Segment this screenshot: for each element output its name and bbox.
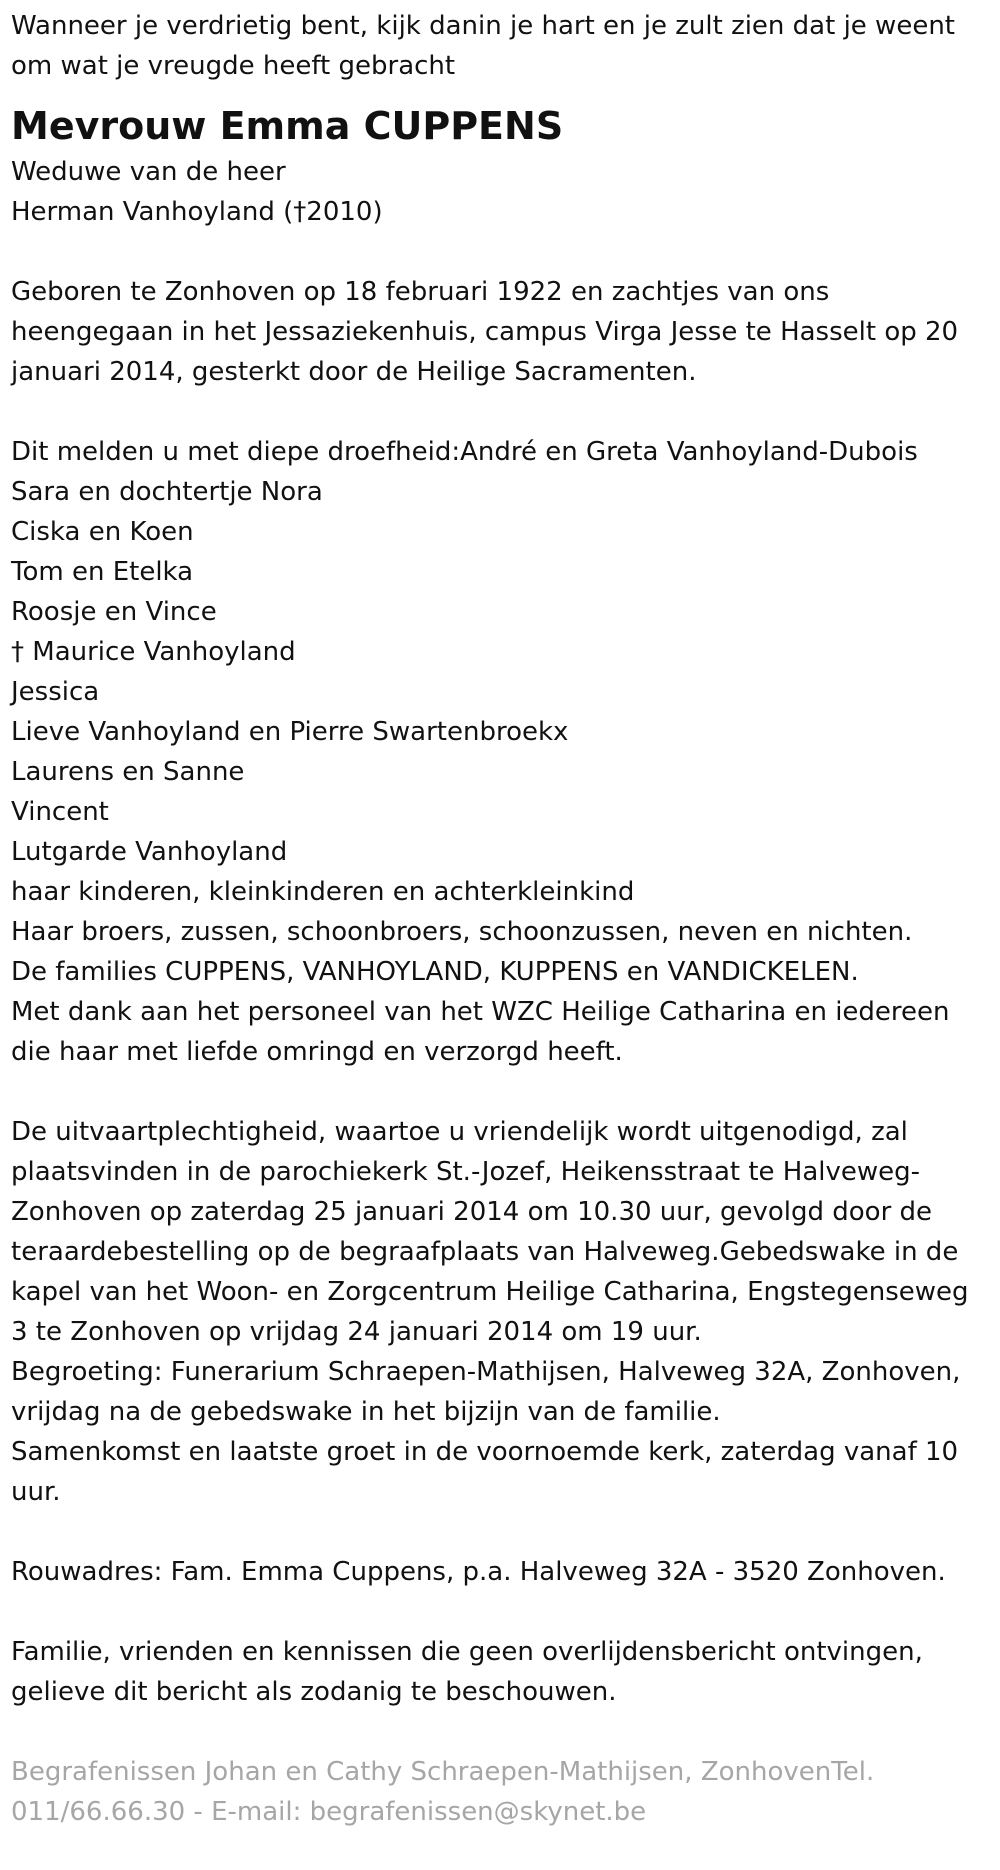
- family-line: haar kinderen, kleinkinderen en achterkleinkind: [11, 877, 635, 907]
- address-line: Rouwadres: Fam. Emma Cuppens, p.a. Halveweg 32A - 3520 Zonhoven.: [11, 1557, 946, 1587]
- family-line: Haar broers, zussen, schoonbroers, schoonzussen, neven en nichten.: [11, 917, 913, 947]
- notice-section: [11, 1632, 990, 1712]
- deceased-name: Mevrouw Emma CUPPENS: [11, 104, 564, 148]
- notice-line: Familie, vrienden en kennissen die geen overlijdensbericht ontvingen,: [11, 1637, 923, 1667]
- ceremony-line: uur.: [11, 1477, 61, 1507]
- footer-line: Begrafenissen Johan en Cathy Schraepen-Mathijsen, ZonhovenTel.: [11, 1757, 875, 1787]
- footer-line: 011/66.66.30 - E-mail: begrafenissen@skynet.be: [11, 1797, 647, 1827]
- ceremony-line: Begroeting: Funerarium Schraepen-Mathijsen, Halveweg 32A, Zonhoven,: [11, 1357, 961, 1387]
- family-line: Dit melden u met diepe droefheid:André en Greta Vanhoyland-Dubois: [11, 437, 918, 467]
- quote-line: om wat je vreugde heeft gebracht: [11, 51, 456, 81]
- ceremony-section: [11, 1112, 990, 1512]
- ceremony-line: Zonhoven op zaterdag 25 januari 2014 om 10.30 uur, gevolgd door de: [11, 1197, 933, 1227]
- birth-death-line: januari 2014, gesterkt door de Heilige Sacramenten.: [11, 357, 697, 387]
- family-line: Met dank aan het personeel van het WZC Heilige Catharina en iedereen: [11, 997, 950, 1027]
- spouse-line: Weduwe van de heer: [11, 157, 286, 187]
- notice-line: gelieve dit bericht als zodanig te beschouwen.: [11, 1677, 617, 1707]
- birth-death-line: Geboren te Zonhoven op 18 februari 1922 en zachtjes van ons: [11, 277, 830, 307]
- ceremony-line: plaatsvinden in de parochiekerk St.-Jozef, Heikensstraat te Halveweg-: [11, 1157, 921, 1187]
- family-line: Laurens en Sanne: [11, 757, 245, 787]
- ceremony-line: 3 te Zonhoven op vrijdag 24 januari 2014 om 19 uur.: [11, 1317, 702, 1347]
- family-line: Tom en Etelka: [11, 557, 194, 587]
- mourning-address: [11, 1552, 990, 1592]
- spacer: [11, 232, 990, 272]
- family-line: Roosje en Vince: [11, 597, 217, 627]
- ceremony-line: kapel van het Woon- en Zorgcentrum Heilige Catharina, Engstegenseweg: [11, 1277, 969, 1307]
- spacer: [11, 1072, 990, 1112]
- family-line: die haar met liefde omringd en verzorgd heeft.: [11, 1037, 623, 1067]
- ceremony-line: De uitvaartplechtigheid, waartoe u vriendelijk wordt uitgenodigd, zal: [11, 1117, 908, 1147]
- ceremony-line: teraardebestelling op de begraafplaats van Halveweg.Gebedswake in de: [11, 1237, 959, 1267]
- family-line: Ciska en Koen: [11, 517, 194, 547]
- opening-quote: [11, 6, 990, 86]
- family-line: Vincent: [11, 797, 109, 827]
- family-line: † Maurice Vanhoyland: [11, 637, 296, 667]
- family-line: De families CUPPENS, VANHOYLAND, KUPPENS en VANDICKELEN.: [11, 957, 859, 987]
- birth-death-section: [11, 272, 990, 392]
- spacer: [11, 1592, 990, 1632]
- spouse-line: Herman Vanhoyland (†2010): [11, 197, 383, 227]
- spacer: [11, 392, 990, 432]
- spouse-section: [11, 152, 990, 232]
- funeral-home-footer: [11, 1752, 990, 1832]
- family-line: Lieve Vanhoyland en Pierre Swartenbroekx: [11, 717, 569, 747]
- spacer: [11, 1512, 990, 1552]
- family-line: Sara en dochtertje Nora: [11, 477, 323, 507]
- birth-death-line: heengegaan in het Jessaziekenhuis, campus Virga Jesse te Hasselt op 20: [11, 317, 959, 347]
- spacer: [11, 1712, 990, 1752]
- ceremony-line: vrijdag na de gebedswake in het bijzijn van de familie.: [11, 1397, 721, 1427]
- family-line: Jessica: [11, 677, 100, 707]
- ceremony-line: Samenkomst en laatste groet in de voornoemde kerk, zaterdag vanaf 10: [11, 1437, 959, 1467]
- family-line: Lutgarde Vanhoyland: [11, 837, 288, 867]
- family-section: [11, 432, 990, 1072]
- quote-line: Wanneer je verdrietig bent, kijk danin je hart en je zult zien dat je weent: [11, 11, 955, 41]
